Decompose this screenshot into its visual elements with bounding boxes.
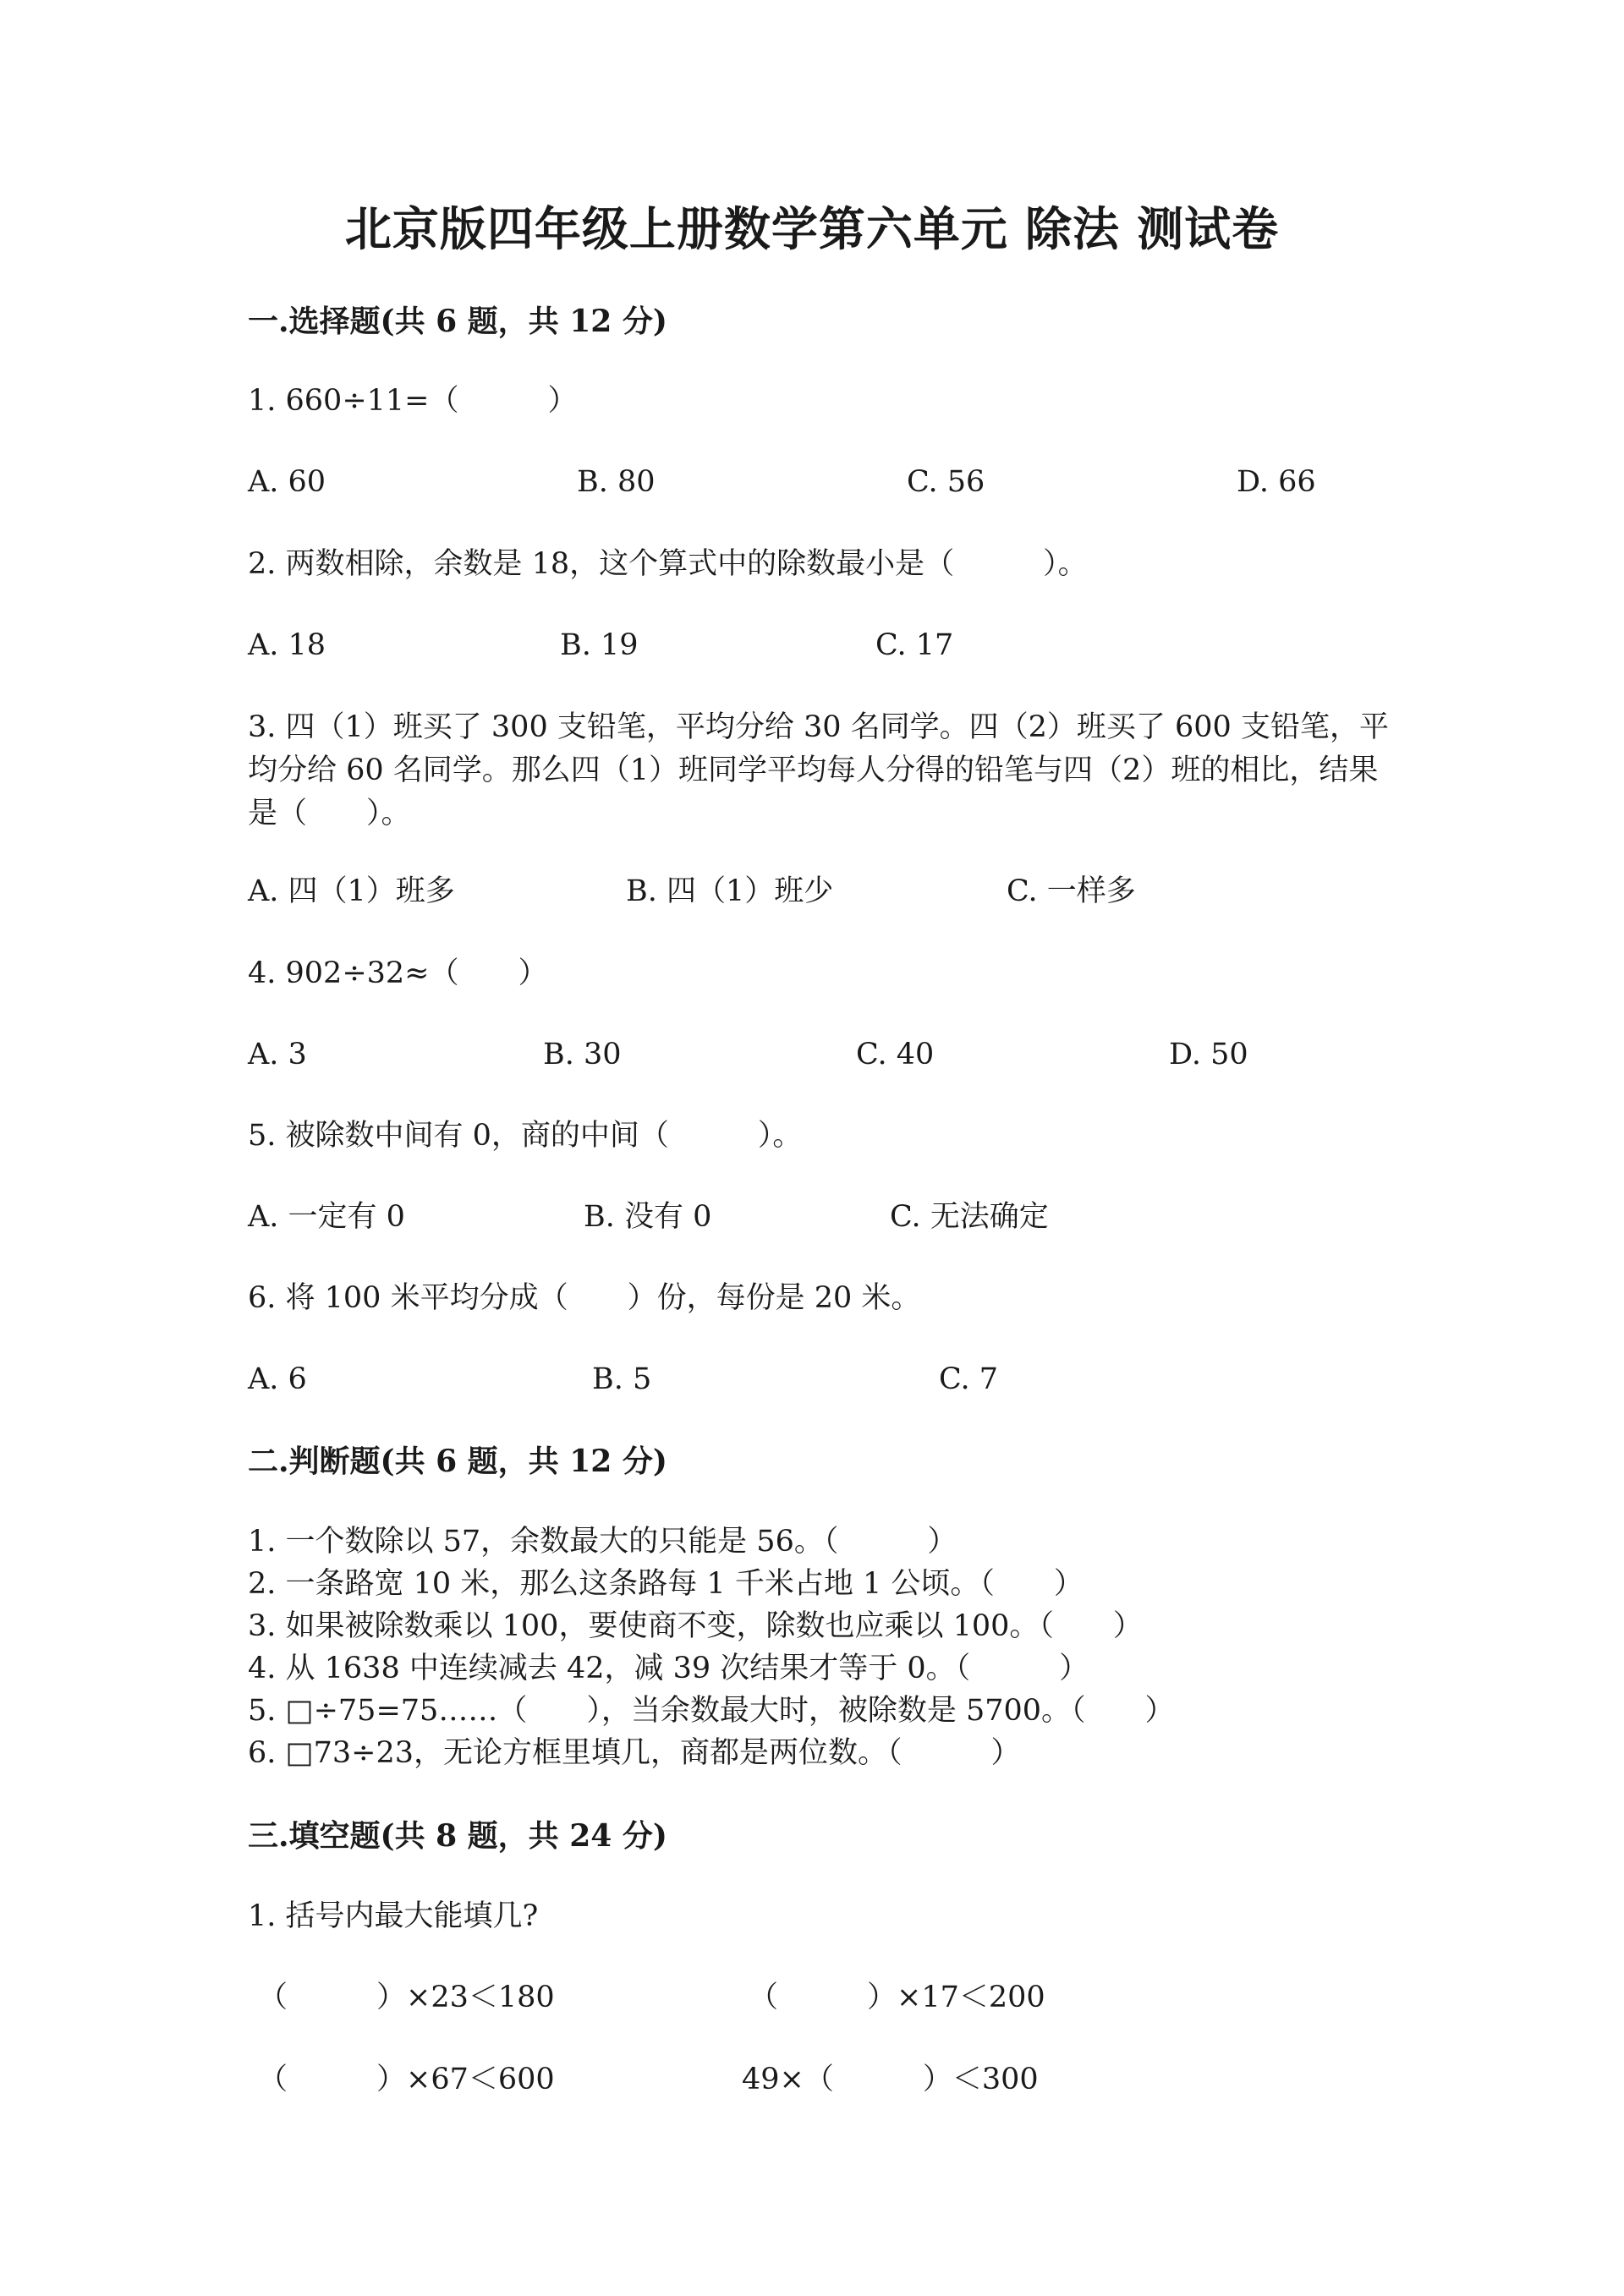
question-1: 1. 660÷11=（ ） xyxy=(248,384,578,418)
option-3-b: B. 四（1）班少 xyxy=(626,874,834,908)
option-2-c: C. 17 xyxy=(875,628,954,662)
option-4-d: D. 50 xyxy=(1169,1038,1248,1071)
judgement-item-3: 3. 如果被除数乘以 100，要使商不变，除数也应乘以 100。（ ） xyxy=(248,1609,1143,1643)
blank-expression-2: （ ）×17＜200 xyxy=(749,1981,1045,2014)
judgement-item-6: 6. □73÷23，无论方框里填几，商都是两位数。（ ） xyxy=(248,1736,1021,1770)
question-3: 3. 四（1）班买了 300 支铅笔，平均分给 30 名同学。四（2）班买了 600 支铅笔，平均分给 60 名同学。那么四（1）班同学平均每人分得的铅笔与四（2）班的相比，结果是（ ）。 xyxy=(248,710,1389,830)
option-4-c: C. 40 xyxy=(856,1038,935,1071)
section-heading-judgement: 二.判断题(共 6 题，共 12 分) xyxy=(248,1444,667,1479)
option-1-c: C. 56 xyxy=(907,465,985,499)
section-heading-choice: 一.选择题(共 6 题，共 12 分) xyxy=(248,304,667,339)
option-6-b: B. 5 xyxy=(592,1362,652,1396)
blank-expression-4: 49×（ ）＜300 xyxy=(742,2063,1039,2096)
question-2: 2. 两数相除，余数是 18，这个算式中的除数最小是（ ）。 xyxy=(248,547,1088,581)
section-heading-fill-blank: 三.填空题(共 8 题，共 24 分) xyxy=(248,1818,667,1854)
blank-expression-3: （ ）×67＜600 xyxy=(258,2063,555,2096)
option-5-b: B. 没有 0 xyxy=(584,1200,712,1234)
judgement-item-4: 4. 从 1638 中连续减去 42，减 39 次结果才等于 0。（ ） xyxy=(248,1652,1089,1685)
option-6-c: C. 7 xyxy=(939,1362,999,1396)
option-5-c: C. 无法确定 xyxy=(890,1200,1049,1234)
option-2-a: A. 18 xyxy=(248,628,326,662)
option-3-c: C. 一样多 xyxy=(1007,874,1136,908)
option-6-a: A. 6 xyxy=(248,1362,307,1396)
option-4-b: B. 30 xyxy=(543,1038,622,1071)
page-title: 北京版四年级上册数学第六单元 除法 测试卷 xyxy=(344,201,1280,256)
fill-question-1: 1. 括号内最大能填几? xyxy=(248,1899,539,1933)
option-1-b: B. 80 xyxy=(577,465,656,499)
option-4-a: A. 3 xyxy=(248,1038,307,1071)
judgement-item-1: 1. 一个数除以 57，余数最大的只能是 56。（ ） xyxy=(248,1525,957,1559)
question-5: 5. 被除数中间有 0，商的中间（ ）。 xyxy=(248,1119,803,1153)
option-3-a: A. 四（1）班多 xyxy=(248,874,455,908)
option-1-a: A. 60 xyxy=(248,465,326,499)
question-4: 4. 902÷32≈（ ） xyxy=(248,956,548,990)
option-5-a: A. 一定有 0 xyxy=(248,1200,405,1234)
option-1-d: D. 66 xyxy=(1237,465,1316,499)
judgement-item-5: 5. □÷75=75……（ ），当余数最大时，被除数是 5700。（ ） xyxy=(248,1694,1175,1728)
question-6: 6. 将 100 米平均分成（ ）份，每份是 20 米。 xyxy=(248,1281,921,1315)
judgement-item-2: 2. 一条路宽 10 米，那么这条路每 1 千米占地 1 公顷。（ ） xyxy=(248,1567,1084,1601)
option-2-b: B. 19 xyxy=(560,628,639,662)
blank-expression-1: （ ）×23＜180 xyxy=(258,1981,555,2014)
